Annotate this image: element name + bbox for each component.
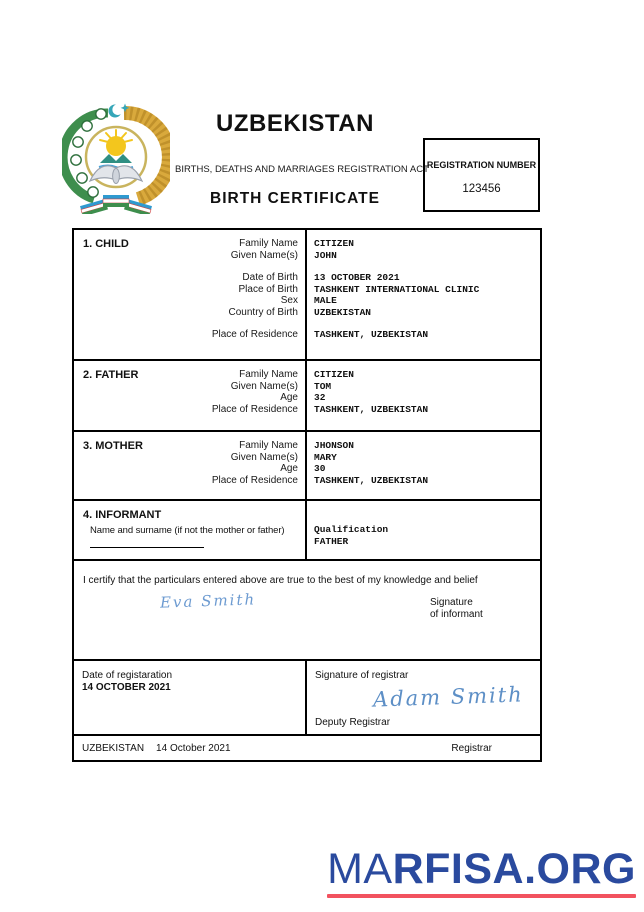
logo-prefix: MA [327,845,393,893]
uzbekistan-coat-of-arms [62,100,170,214]
father-section [74,359,540,430]
date-of-registration-value: 14 OCTOBER 2021 [82,682,171,693]
deputy-registrar-label: Deputy Registrar [315,717,391,728]
child-place-of-residence-label: Place of Residence [211,329,298,340]
father-given-names-label: Given Name(s) [230,380,298,392]
mother-values-cell [305,432,540,499]
child-date-of-birth-value: 13 OCTOBER 2021 [314,272,400,283]
father-labels-cell [74,361,305,430]
mother-section [74,430,540,499]
child-place-of-birth-value: TASHKENT INTERNATIONAL CLINIC [314,283,480,295]
table-footer-row [74,734,540,760]
mother-given-names-value: MARY [314,451,337,463]
footer-country: UZBEKISTAN [82,742,145,754]
child-place-of-residence-value: TASHKENT, UZBEKISTAN [314,329,429,340]
document-title: BIRTH CERTIFICATE [210,190,380,207]
signature-label-line1: Signature [430,597,473,608]
marfisa-logo-text [327,846,636,892]
registrar-signature: Adam Smith [372,682,525,712]
father-place-of-residence-label: Place of Residence [211,403,298,415]
signature-label-line2: of informant [430,609,483,620]
informant-section [74,499,540,559]
country-title: UZBEKISTAN [216,110,374,137]
logo-suffix: RFISA.ORG [392,845,636,893]
certificate-table [72,228,542,762]
uzbekistan-emblem-icon [62,100,170,214]
informant-name-blank-line [90,547,204,548]
child-given-names-label: Given Name(s) [230,249,298,261]
father-family-name-label: Family Name [239,369,298,380]
child-sex-label: Sex [280,295,298,306]
child-sex-value: MALE [314,295,337,306]
child-section-title: 1. CHILD [83,238,129,250]
certification-statement: I certify that the particulars entered above are true to the best of my knowledge and belief [83,575,478,586]
signature-of-registrar-label: Signature of registrar [315,670,409,681]
registration-number-label: REGISTRATION NUMBER [426,160,537,170]
certification-section [74,559,540,659]
mother-family-name-label: Family Name [239,440,298,451]
informant-qualification-value: FATHER [314,535,349,547]
child-labels-cell [74,230,305,359]
mother-age-value: 30 [314,463,326,474]
father-age-value: 32 [314,392,326,403]
footer-registrar-label: Registrar [451,742,492,754]
marfisa-logo [327,846,636,898]
child-country-of-birth-value: UZBEKISTAN [314,306,372,318]
registration-date-cell [74,661,305,734]
father-given-names-value: TOM [314,380,332,392]
child-values-cell [305,230,540,359]
informant-qualification-label: Qualification [314,524,389,535]
registrar-section [74,659,540,734]
date-of-registration-label: Date of registaration [82,670,173,681]
registration-number-box [423,138,540,212]
child-given-names-value: JOHN [314,249,337,261]
child-country-of-birth-label: Country of Birth [228,306,298,318]
child-date-of-birth-label: Date of Birth [242,272,298,283]
registrar-signature-cell [305,661,540,734]
footer-date: 14 October 2021 [156,742,231,754]
informant-values-cell [305,501,540,559]
logo-underline [327,894,636,898]
signature-of-informant-label [430,597,483,621]
father-family-name-value: CITIZEN [314,369,354,380]
mother-place-of-residence-value: TASHKENT, UZBEKISTAN [314,474,429,486]
father-section-title: 2. FATHER [83,369,139,381]
father-age-label: Age [280,392,298,403]
mother-family-name-value: JHONSON [314,440,354,451]
mother-place-of-residence-label: Place of Residence [211,474,298,486]
mother-age-label: Age [280,463,298,474]
header-titles [175,110,429,208]
mother-given-names-label: Given Name(s) [230,451,298,463]
registration-number-value: 123456 [462,183,501,195]
registration-act-subtitle: BIRTHS, DEATHS AND MARRIAGES REGISTRATION ACT [175,164,429,175]
child-section [74,230,540,359]
informant-section-title: 4. INFORMANT [83,509,162,521]
child-family-name-value: CITIZEN [314,238,354,249]
child-place-of-birth-label: Place of Birth [238,283,298,295]
informant-signature: Eva Smith [159,590,257,612]
informant-name-label: Name and surname (if not the mother or father) [90,525,285,536]
father-place-of-residence-value: TASHKENT, UZBEKISTAN [314,403,429,415]
informant-left-cell [74,501,305,559]
child-family-name-label: Family Name [239,238,298,249]
father-values-cell [305,361,540,430]
mother-labels-cell [74,432,305,499]
mother-section-title: 3. MOTHER [83,440,143,452]
